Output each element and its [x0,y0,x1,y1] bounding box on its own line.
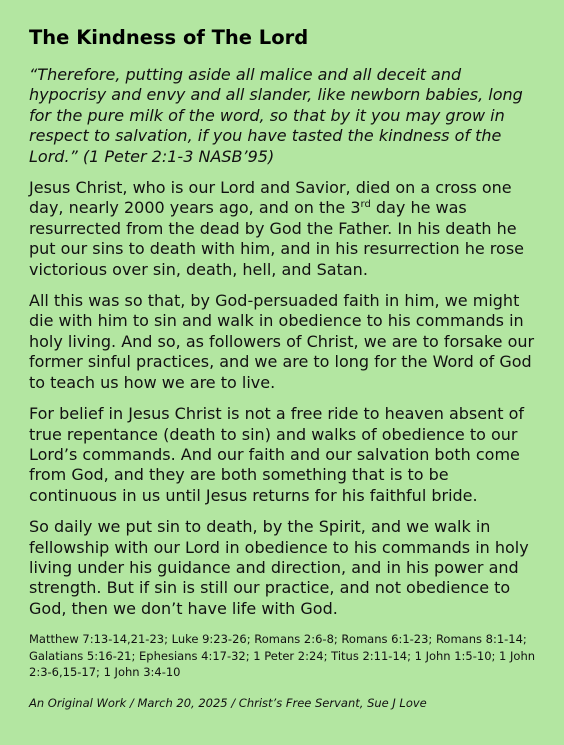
paragraph-3: For belief in Jesus Christ is not a free ride to heaven absent of true repentance (death to sin) and walks of obedience to our Lord’s commands. And our faith and our salvation both come from God, and they are both something that is to be continuous in us until Jesus returns for his faithful bride. [29,404,525,505]
ordinal-superscript: rd [360,199,371,211]
quote-citation: (1 Peter 2:1-3 NASB’95) [77,146,275,166]
paragraph-1-text-end: day he was resurrected from the dead by God the Father. In his death he put our sins to death with him, and in his resurrection he rose victorious over sin, death, hell, and Satan. [29,198,524,279]
author-footer: An Original Work / March 20, 2025 / Christ’s Free Servant, Sue J Love [29,695,427,710]
paragraph-1 [29,178,536,280]
scripture-references: Matthew 7:13-14,21-23; Luke 9:23-26; Romans 2:6-8; Romans 6:1-23; Romans 8:1-14; Galatians 5:16-21; Ephesians 4:17-32; 1 Peter 2:24; Titus 2:11-14; 1 John 1:5-10; 1 John 2:3-6,15-17; 1 John 3:4-10 [29,632,536,680]
scripture-quote [29,65,536,167]
page-title: The Kindness of The Lord [29,26,309,49]
paragraph-2: All this was so that, by God-persuaded faith in him, we might die with him to sin and walk in obedience to his commands in holy living. And so, as followers of Christ, we are to forsake our former sinful practices, and we are to long for the Word of God to teach us how we are to live. [29,291,535,392]
paragraph-4: So daily we put sin to death, by the Spirit, and we walk in fellowship with our Lord in obedience to his commands in holy living under his guidance and direction, and in his power and strength. But if sin is still our practice, and not obedience to God, then we don’t have life with God. [29,517,529,618]
quote-text: “Therefore, putting aside all malice and all deceit and hypocrisy and envy and all slander, like newborn babies, long for the pure milk of the word, so that by it you may grow in respect to salvation, if you have tasted the kindness of the Lord.” [29,65,523,166]
paragraph-1-text-start: Jesus Christ, who is our Lord and Savior, died on a cross one day, nearly 2000 years ago, and on the 3 [29,178,512,218]
